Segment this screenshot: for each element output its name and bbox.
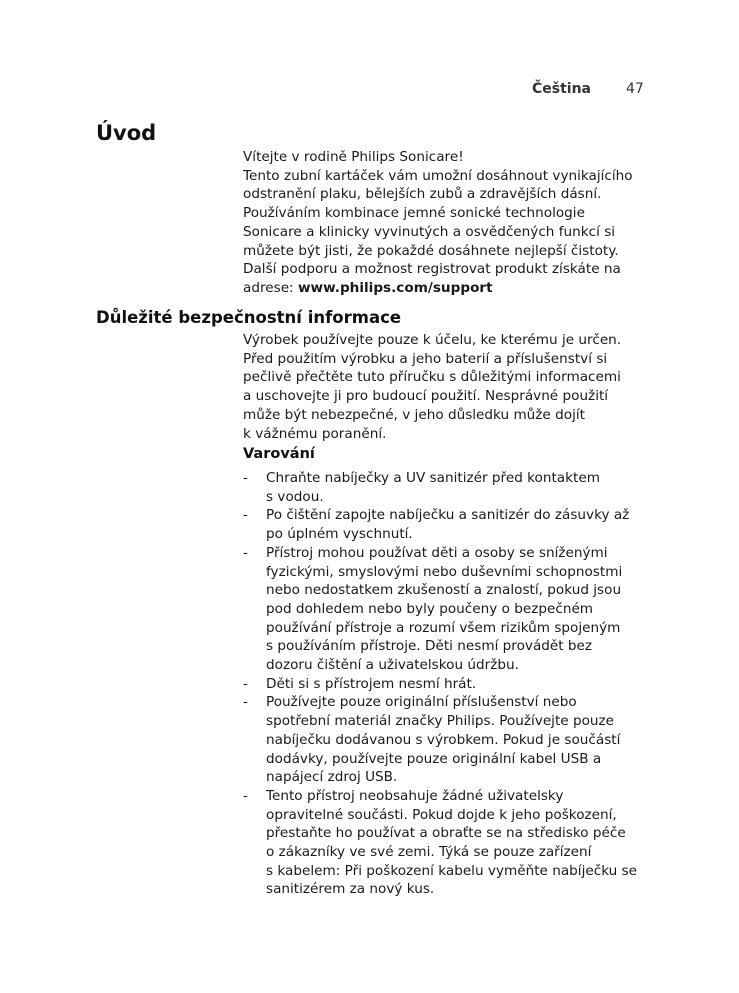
dash-bullet: - (243, 787, 248, 804)
warning-item (243, 787, 653, 899)
warning-line: nabíječku dodávanou s výrobkem. Pokud je součástí (266, 731, 621, 748)
intro-paragraph (243, 148, 653, 298)
dash-bullet: - (243, 675, 248, 692)
language-label: Čeština (531, 81, 591, 97)
page-number: 47 (626, 81, 644, 97)
intro-line: Tento zubní kartáček vám umožní dosáhnout vynikajícího (243, 167, 633, 184)
warning-line: nebo nedostatkem zkušeností a znalostí, pokud jsou (266, 582, 622, 599)
warning-line: sanitizérem za nový kus. (266, 881, 435, 898)
intro-heading: Úvod (96, 121, 157, 145)
page-header (0, 81, 739, 101)
warning-line: fyzickými, smyslovými nebo duševními schopnostmi (266, 563, 623, 580)
safety-line: Výrobek používejte pouze k účelu, ke kterému je určen. (243, 332, 622, 348)
warning-line: Děti si s přístrojem nesmí hrát. (266, 675, 477, 692)
warning-list (243, 469, 653, 899)
warning-line: Po čištění zapojte nabíječku a sanitizér do zásuvky až (266, 507, 630, 524)
safety-line: k vážnému poranění. (243, 425, 387, 442)
dash-bullet: - (243, 544, 248, 561)
intro-line: Používáním kombinace jemné sonické technologie (243, 205, 585, 222)
safety-heading: Důležité bezpečnostní informace (96, 308, 402, 327)
dash-bullet: - (243, 507, 248, 524)
warning-line: Používejte pouze originální příslušenství nebo (266, 694, 577, 711)
warning-item (243, 544, 653, 675)
warning-line: s používáním přístroje. Děti nesmí provádět bez (266, 638, 593, 655)
warning-line: spotřební materiál značky Philips. Používejte pouze (266, 713, 615, 730)
warning-line: dodávky, používejte pouze originální kabel USB a (266, 750, 602, 767)
warning-line: dozoru čištění a uživatelskou údržbu. (266, 657, 519, 674)
warning-heading: Varování (243, 446, 315, 462)
safety-paragraph (243, 331, 653, 443)
dash-bullet: - (243, 470, 248, 486)
dash-bullet: - (243, 694, 248, 711)
warning-line: opravitelné součásti. Pokud dojde k jeho poškození, (266, 806, 617, 823)
warning-line: s vodou. (266, 488, 324, 505)
safety-line: může být nebezpečné, v jeho důsledku může dojít (243, 406, 585, 423)
warning-line: Tento přístroj neobsahuje žádné uživatelsky (266, 787, 564, 804)
warning-line: používání přístroje a rozumí všem rizikům spojeným (266, 619, 621, 636)
safety-line: pečlivě přečtěte tuto příručku s důležitými informacemi (243, 369, 621, 386)
warning-line: Přístroj mohou používat děti a osoby se sníženými (266, 544, 608, 561)
support-url: www.philips.com/support (297, 279, 493, 296)
address-prefix: adrese: (243, 279, 298, 296)
intro-address-line (243, 279, 653, 298)
warning-item (243, 693, 653, 787)
warning-line: s kabelem: Při poškození kabelu vyměňte nabíječku se (266, 862, 638, 879)
warning-line: o zákazníky ve své zemi. Týká se pouze zařízení (266, 844, 592, 861)
warning-line: Chraňte nabíječky a UV sanitizér před kontaktem (266, 470, 600, 486)
warning-line: po úplném vyschnutí. (266, 526, 413, 543)
warning-item (243, 469, 653, 506)
intro-line: můžete být jisti, že pokaždé dosáhnete nejlepší čistoty. (243, 242, 619, 259)
safety-line: a uschovejte ji pro budoucí použití. Nesprávné použití (243, 388, 609, 405)
safety-line: Před použitím výrobku a jeho baterií a příslušenství si (243, 350, 608, 367)
intro-line: Vítejte v rodině Philips Sonicare! (243, 149, 464, 165)
warning-line: napájecí zdroj USB. (266, 769, 398, 786)
warning-line: přestaňte ho používat a obraťte se na středisko péče (266, 825, 626, 842)
warning-item (243, 506, 653, 543)
warning-line: pod dohledem nebo byly poučeny o bezpečném (266, 600, 594, 617)
warning-item (243, 675, 653, 694)
intro-line: odstranění plaku, bělejších zubů a zdravějších dásní. (243, 186, 602, 203)
intro-line: Další podporu a možnost registrovat produkt získáte na (243, 261, 621, 278)
intro-line: Sonicare a klinicky vyvinutých a osvědčených funkcí si (243, 223, 616, 240)
